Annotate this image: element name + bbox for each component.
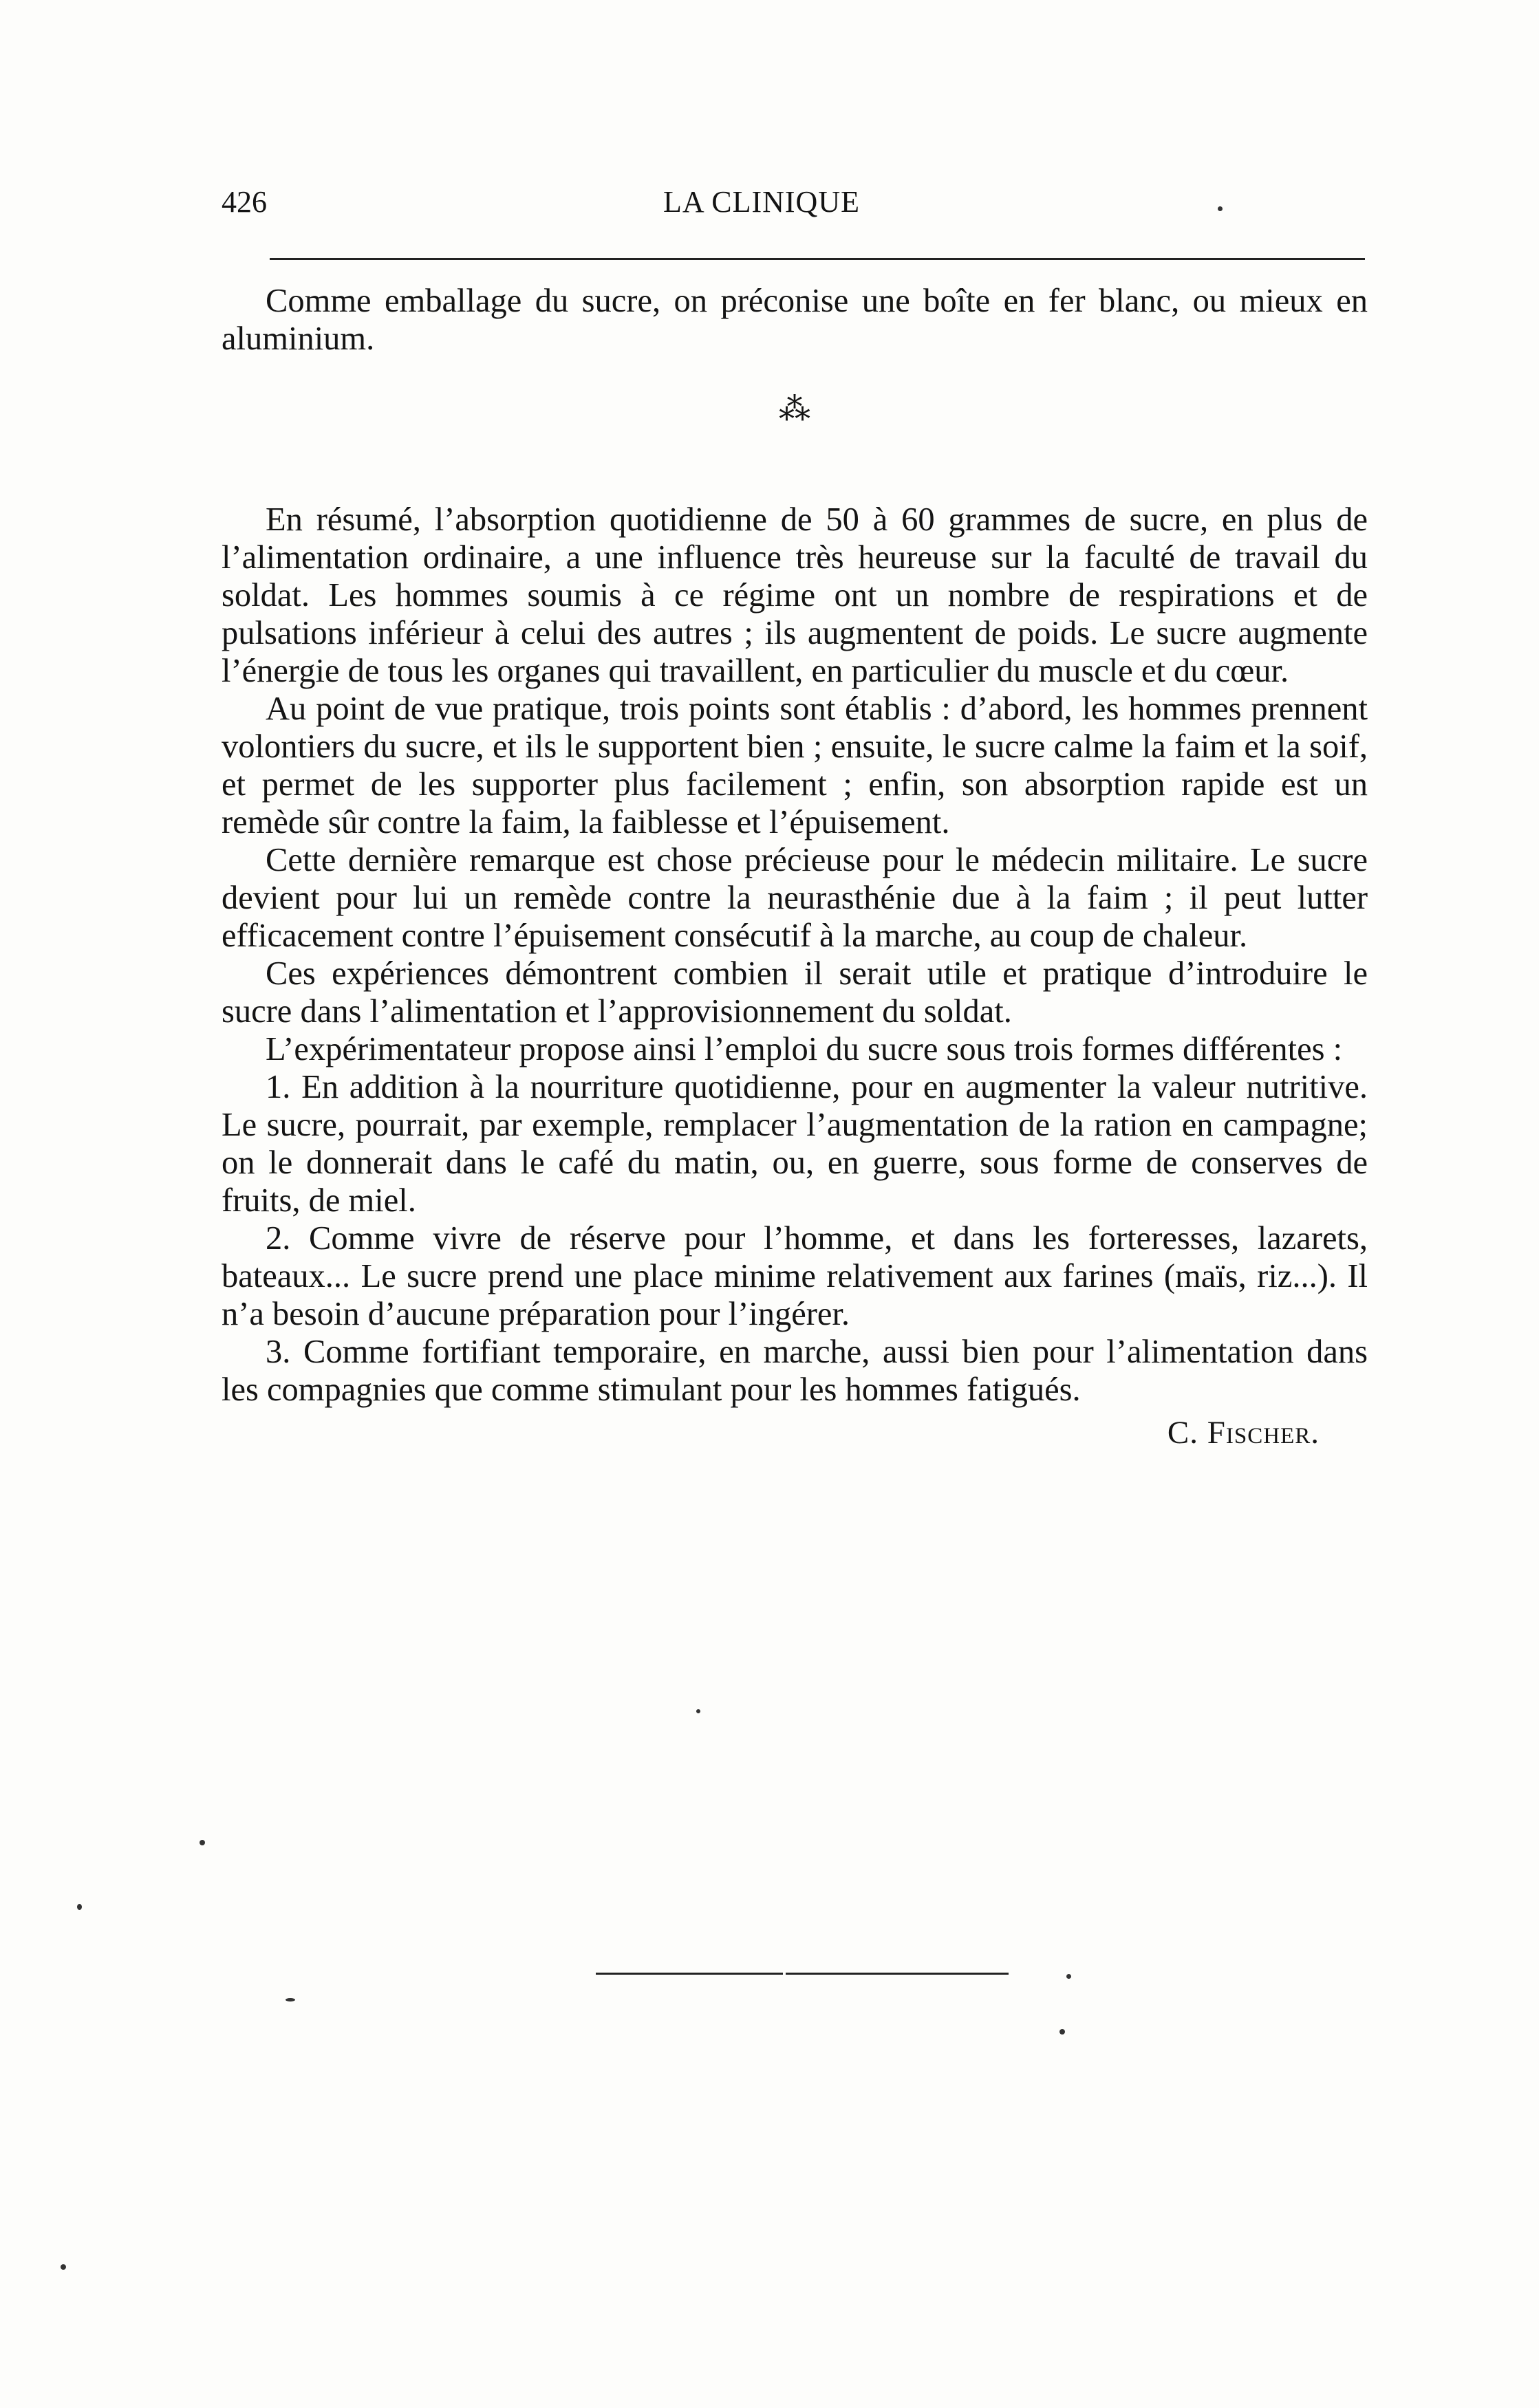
- scan-speck: [77, 1904, 82, 1910]
- paragraph-proposal: L’expérimentateur propose ainsi l’emploi du sucre sous trois formes différentes :: [266, 1031, 1343, 1067]
- paragraph-practical: Au point de vue pratique, trois points sont établis : d’abord, les hommes prennent volontiers du sucre, et ils le supportent bien ; ensuite, le sucre calme la faim et la soif, et permet de les supporter plus facilement ; enfin, son absorption rapide est un remède sûr contre la faim, la faiblesse et l’épuisement.: [222, 691, 1368, 840]
- end-rule-left: [596, 1973, 783, 1975]
- page-header: [222, 184, 1302, 232]
- list-item-addition: 1. En addition à la nourriture quotidienne, pour en augmenter la valeur nutritive. Le sucre, pourrait, par exemple, remplacer l’augmentation de la ration en campagne; on le donnerait dans le café du matin, ou, en guerre, sous forme de conserves de fruits, de miel.: [222, 1069, 1368, 1219]
- asterism-glyph: ⁂: [779, 391, 810, 426]
- article-body: [222, 282, 1368, 1452]
- paragraph-experiences: Ces expériences démontrent combien il serait utile et pratique d’introduire le sucre dans l’alimentation et l’approvisionnement du soldat.: [222, 955, 1368, 1030]
- header-rule: [270, 258, 1365, 260]
- scan-speck: [61, 2264, 66, 2270]
- running-title: LA CLINIQUE: [663, 185, 860, 219]
- scan-speck: [286, 1998, 295, 2002]
- end-rule-right: [786, 1973, 1009, 1975]
- paragraph-military: Cette dernière remarque est chose précieuse pour le médecin militaire. Le sucre devient pour lui un remède contre la neurasthénie due à la faim ; il peut lutter efficacement contre l’épuisement consécutif à la marche, au coup de chaleur.: [222, 842, 1368, 954]
- paragraph-packaging: Comme emballage du sucre, on préconise une boîte en fer blanc, ou mieux en aluminium.: [222, 283, 1368, 357]
- paragraph-summary: En résumé, l’absorption quotidienne de 50 à 60 grammes de sucre, en plus de l’alimentation ordinaire, a une influence très heureuse sur la faculté de travail du soldat. Les hommes soumis à ce régime ont un nombre de respirations et de pulsations inférieur à celui des autres ; ils augmentent de poids. Le sucre augmente l’énergie de tous les organes qui travaillent, en particulier du muscle et du cœur.: [222, 501, 1368, 689]
- scan-speck: [1066, 1974, 1071, 1979]
- scan-speck: [1218, 206, 1223, 211]
- scan-speck: [696, 1709, 700, 1713]
- author-signature: C. Fischer.: [1167, 1415, 1320, 1451]
- scan-speck: [200, 1840, 205, 1845]
- scan-speck: [1059, 2029, 1065, 2035]
- list-item-fortifying: 3. Comme fortifiant temporaire, en marche, aussi bien pour l’alimentation dans les compagnies que comme stimulant pour les hommes fatigués.: [222, 1334, 1368, 1408]
- page-number: 426: [222, 185, 267, 219]
- asterism-divider: [222, 358, 1368, 501]
- list-item-reserve: 2. Comme vivre de réserve pour l’homme, et dans les forteresses, lazarets, bateaux... Le sucre prend une place minime relativement aux farines (maïs, riz...). Il n’a besoin d’aucune préparation pour l’ingérer.: [222, 1220, 1368, 1332]
